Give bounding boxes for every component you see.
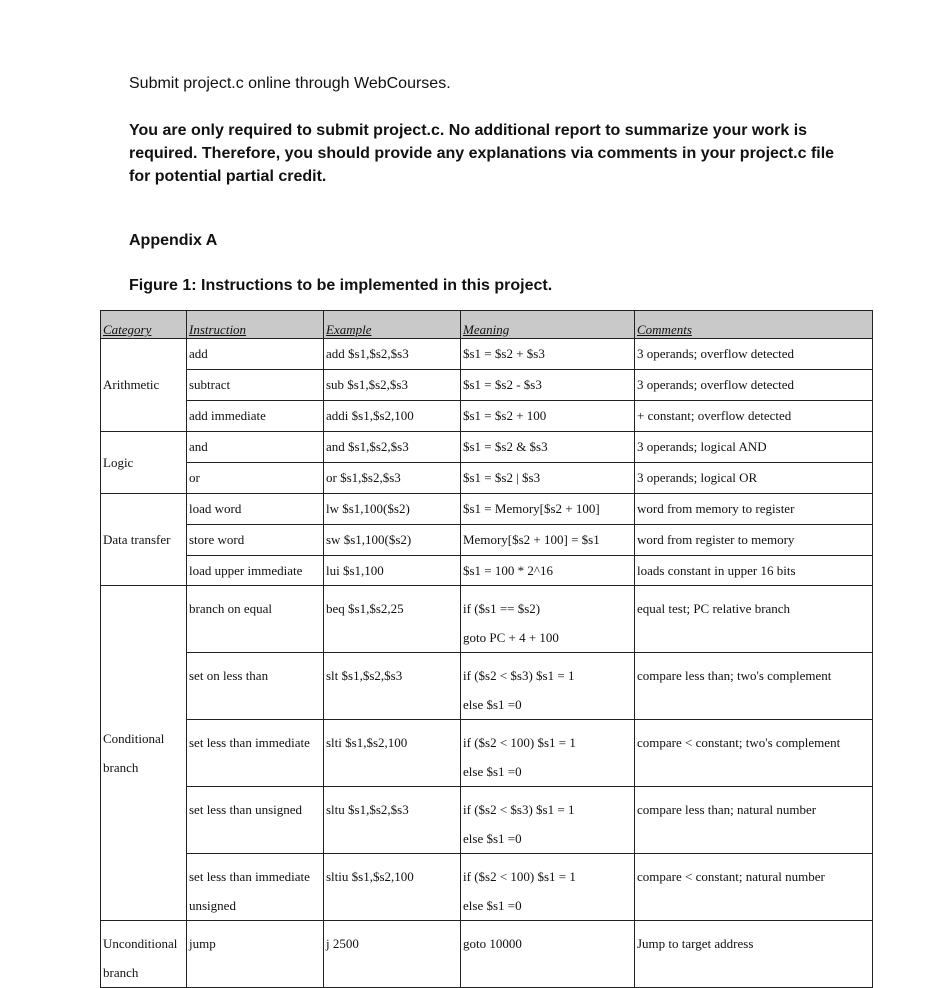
meaning-cell: if ($s2 < 100) $s1 = 1 else $s1 =0 bbox=[461, 720, 635, 787]
example-cell: or $s1,$s2,$s3 bbox=[324, 463, 461, 494]
comment-cell: loads constant in upper 16 bits bbox=[635, 556, 873, 586]
table-row bbox=[101, 339, 873, 370]
example-cell: lui $s1,100 bbox=[324, 556, 461, 586]
meaning-cell: $s1 = $s2 | $s3 bbox=[461, 463, 635, 494]
instruction-cell: load upper immediate bbox=[187, 556, 324, 586]
example-cell: add $s1,$s2,$s3 bbox=[324, 339, 461, 370]
appendix-heading: Appendix A bbox=[129, 232, 218, 249]
table-row bbox=[101, 586, 873, 653]
meaning-cell: if ($s2 < 100) $s1 = 1 else $s1 =0 bbox=[461, 854, 635, 921]
table-row bbox=[101, 854, 873, 921]
instruction-cell: set less than immediate unsigned bbox=[187, 854, 324, 921]
header-instruction: Instruction bbox=[187, 311, 324, 339]
instructions-table bbox=[100, 310, 873, 988]
meaning-cell: if ($s1 == $s2) goto PC + 4 + 100 bbox=[461, 586, 635, 653]
submit-instruction: Submit project.c online through WebCourses. bbox=[129, 75, 451, 92]
meaning-cell: $s1 = $s2 + $s3 bbox=[461, 339, 635, 370]
comment-cell: compare less than; two's complement bbox=[635, 653, 873, 720]
meaning-cell: $s1 = $s2 & $s3 bbox=[461, 432, 635, 463]
example-cell: and $s1,$s2,$s3 bbox=[324, 432, 461, 463]
comment-cell: 3 operands; overflow detected bbox=[635, 339, 873, 370]
table-row bbox=[101, 525, 873, 556]
header-example: Example bbox=[324, 311, 461, 339]
comment-cell: 3 operands; logical AND bbox=[635, 432, 873, 463]
instruction-cell: or bbox=[187, 463, 324, 494]
instruction-cell: branch on equal bbox=[187, 586, 324, 653]
comment-cell: Jump to target address bbox=[635, 921, 873, 988]
requirement-paragraph: You are only required to submit project.c. No additional report to summarize your work is required. Therefore, you should provide any explanations via comments in your project.c file for potential partial credit. bbox=[129, 122, 835, 185]
header-category: Category bbox=[101, 311, 187, 339]
instruction-cell: set less than immediate bbox=[187, 720, 324, 787]
comment-cell: 3 operands; logical OR bbox=[635, 463, 873, 494]
example-cell: slti $s1,$s2,100 bbox=[324, 720, 461, 787]
meaning-cell: $s1 = $s2 + 100 bbox=[461, 401, 635, 432]
category-logic: Logic bbox=[101, 432, 187, 494]
meaning-cell: goto 10000 bbox=[461, 921, 635, 988]
comment-cell: compare < constant; two's complement bbox=[635, 720, 873, 787]
table-row bbox=[101, 370, 873, 401]
comment-cell: + constant; overflow detected bbox=[635, 401, 873, 432]
example-cell: sw $s1,100($s2) bbox=[324, 525, 461, 556]
table-row bbox=[101, 494, 873, 525]
table-row bbox=[101, 401, 873, 432]
meaning-cell: if ($s2 < $s3) $s1 = 1 else $s1 =0 bbox=[461, 653, 635, 720]
instruction-cell: set less than unsigned bbox=[187, 787, 324, 854]
comment-cell: compare < constant; natural number bbox=[635, 854, 873, 921]
category-data-transfer: Data transfer bbox=[101, 494, 187, 586]
meaning-cell: Memory[$s2 + 100] = $s1 bbox=[461, 525, 635, 556]
comment-cell: equal test; PC relative branch bbox=[635, 586, 873, 653]
header-meaning: Meaning bbox=[461, 311, 635, 339]
example-cell: sub $s1,$s2,$s3 bbox=[324, 370, 461, 401]
example-cell: sltu $s1,$s2,$s3 bbox=[324, 787, 461, 854]
meaning-cell: $s1 = 100 * 2^16 bbox=[461, 556, 635, 586]
instruction-cell: subtract bbox=[187, 370, 324, 401]
instruction-cell: add bbox=[187, 339, 324, 370]
example-cell: j 2500 bbox=[324, 921, 461, 988]
instruction-cell: jump bbox=[187, 921, 324, 988]
comment-cell: word from memory to register bbox=[635, 494, 873, 525]
comment-cell: 3 operands; overflow detected bbox=[635, 370, 873, 401]
category-line: Conditional bbox=[103, 731, 165, 746]
category-conditional-branch bbox=[101, 586, 187, 921]
meaning-cell: if ($s2 < $s3) $s1 = 1 else $s1 =0 bbox=[461, 787, 635, 854]
table-header-row bbox=[101, 311, 873, 339]
example-cell: addi $s1,$s2,100 bbox=[324, 401, 461, 432]
example-cell: beq $s1,$s2,25 bbox=[324, 586, 461, 653]
table-row bbox=[101, 720, 873, 787]
category-line: Unconditional bbox=[103, 936, 178, 951]
category-unconditional-branch bbox=[101, 921, 187, 988]
example-cell: slt $s1,$s2,$s3 bbox=[324, 653, 461, 720]
category-arithmetic: Arithmetic bbox=[101, 339, 187, 432]
figure-caption: Figure 1: Instructions to be implemented in this project. bbox=[129, 277, 553, 294]
comment-cell: word from register to memory bbox=[635, 525, 873, 556]
table-row bbox=[101, 921, 873, 988]
meaning-cell: $s1 = Memory[$s2 + 100] bbox=[461, 494, 635, 525]
table-row bbox=[101, 787, 873, 854]
instruction-cell: set on less than bbox=[187, 653, 324, 720]
category-line: branch bbox=[103, 760, 139, 775]
table-row bbox=[101, 556, 873, 586]
comment-cell: compare less than; natural number bbox=[635, 787, 873, 854]
category-line: branch bbox=[103, 965, 139, 980]
header-comments: Comments bbox=[635, 311, 873, 339]
meaning-cell: $s1 = $s2 - $s3 bbox=[461, 370, 635, 401]
instruction-cell: and bbox=[187, 432, 324, 463]
instruction-cell: load word bbox=[187, 494, 324, 525]
instruction-cell: add immediate bbox=[187, 401, 324, 432]
example-cell: sltiu $s1,$s2,100 bbox=[324, 854, 461, 921]
table-row bbox=[101, 463, 873, 494]
example-cell: lw $s1,100($s2) bbox=[324, 494, 461, 525]
instruction-cell: store word bbox=[187, 525, 324, 556]
table-row bbox=[101, 432, 873, 463]
table-row bbox=[101, 653, 873, 720]
